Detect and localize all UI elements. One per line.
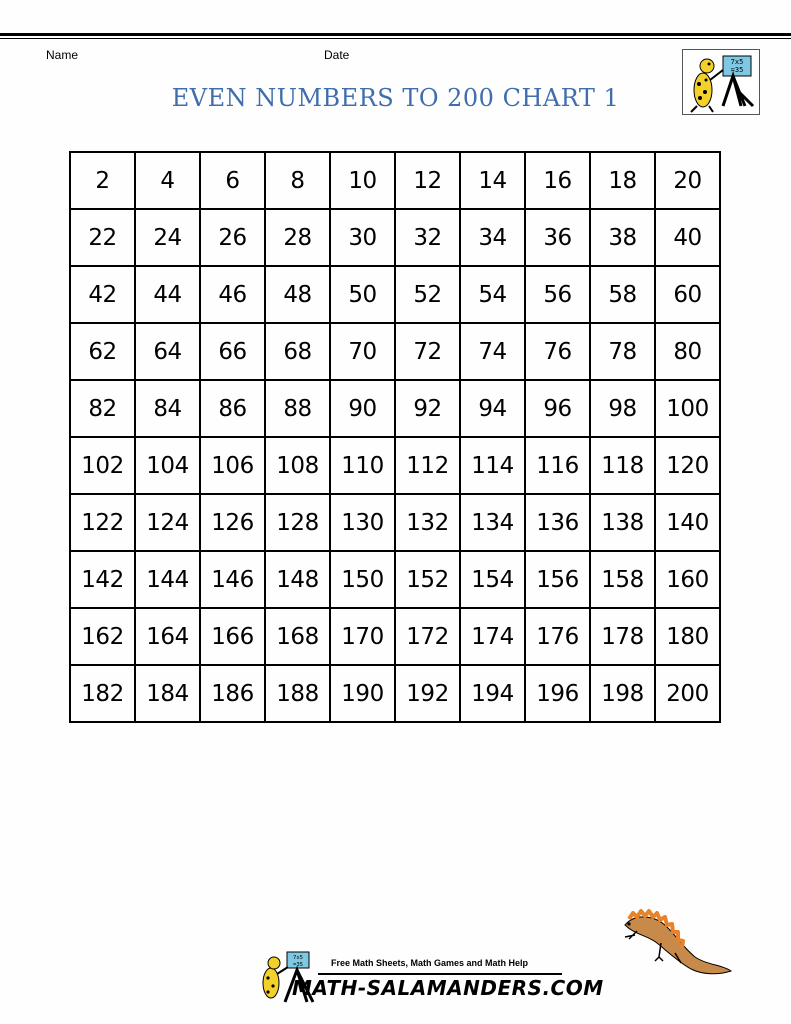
number-cell: 98 <box>590 380 655 437</box>
table-row <box>70 437 720 494</box>
number-cell: 42 <box>70 266 135 323</box>
number-cell: 34 <box>460 209 525 266</box>
number-cell: 68 <box>265 323 330 380</box>
number-cell: 24 <box>135 209 200 266</box>
footer-board-line-2: =35 <box>293 962 303 968</box>
number-cell: 20 <box>655 152 720 209</box>
number-cell: 2 <box>70 152 135 209</box>
number-cell: 124 <box>135 494 200 551</box>
top-rule <box>0 33 791 36</box>
number-cell: 90 <box>330 380 395 437</box>
number-cell: 32 <box>395 209 460 266</box>
logo-board-line-2: =35 <box>730 66 744 74</box>
number-cell: 26 <box>200 209 265 266</box>
number-cell: 172 <box>395 608 460 665</box>
number-cell: 10 <box>330 152 395 209</box>
logo <box>682 49 760 115</box>
number-cell: 150 <box>330 551 395 608</box>
number-cell: 200 <box>655 665 720 722</box>
number-cell: 122 <box>70 494 135 551</box>
number-cell: 48 <box>265 266 330 323</box>
number-cell: 50 <box>330 266 395 323</box>
number-cell: 84 <box>135 380 200 437</box>
top-rule-thin <box>0 38 791 39</box>
number-cell: 144 <box>135 551 200 608</box>
number-cell: 38 <box>590 209 655 266</box>
number-cell: 102 <box>70 437 135 494</box>
table-row <box>70 266 720 323</box>
number-cell: 104 <box>135 437 200 494</box>
footer-board-line-1: 7x5 <box>293 955 303 961</box>
table-row <box>70 152 720 209</box>
number-cell: 190 <box>330 665 395 722</box>
table-row <box>70 209 720 266</box>
table-row <box>70 380 720 437</box>
date-label: Date <box>324 48 350 62</box>
table-row <box>70 323 720 380</box>
number-cell: 166 <box>200 608 265 665</box>
number-cell: 120 <box>655 437 720 494</box>
number-cell: 12 <box>395 152 460 209</box>
number-cell: 58 <box>590 266 655 323</box>
number-cell: 78 <box>590 323 655 380</box>
table-row <box>70 551 720 608</box>
number-cell: 74 <box>460 323 525 380</box>
number-cell: 188 <box>265 665 330 722</box>
number-cell: 80 <box>655 323 720 380</box>
number-cell: 112 <box>395 437 460 494</box>
number-cell: 180 <box>655 608 720 665</box>
salamander-icon <box>615 905 735 980</box>
even-numbers-grid <box>69 151 721 723</box>
number-cell: 30 <box>330 209 395 266</box>
number-cell: 134 <box>460 494 525 551</box>
number-cell: 86 <box>200 380 265 437</box>
number-cell: 100 <box>655 380 720 437</box>
number-cell: 142 <box>70 551 135 608</box>
number-cell: 4 <box>135 152 200 209</box>
number-cell: 160 <box>655 551 720 608</box>
number-cell: 140 <box>655 494 720 551</box>
number-cell: 66 <box>200 323 265 380</box>
number-cell: 22 <box>70 209 135 266</box>
number-cell: 108 <box>265 437 330 494</box>
number-cell: 170 <box>330 608 395 665</box>
number-cell: 136 <box>525 494 590 551</box>
number-cell: 8 <box>265 152 330 209</box>
number-cell: 96 <box>525 380 590 437</box>
number-cell: 70 <box>330 323 395 380</box>
number-cell: 186 <box>200 665 265 722</box>
number-cell: 156 <box>525 551 590 608</box>
table-row <box>70 494 720 551</box>
number-cell: 52 <box>395 266 460 323</box>
number-cell: 158 <box>590 551 655 608</box>
number-cell: 82 <box>70 380 135 437</box>
number-cell: 76 <box>525 323 590 380</box>
number-cell: 44 <box>135 266 200 323</box>
table-row <box>70 608 720 665</box>
number-cell: 116 <box>525 437 590 494</box>
number-cell: 54 <box>460 266 525 323</box>
number-cell: 36 <box>525 209 590 266</box>
salamander-teacher-icon <box>683 50 759 114</box>
logo-board-line-1: 7x5 <box>730 58 744 66</box>
number-cell: 174 <box>460 608 525 665</box>
number-cell: 198 <box>590 665 655 722</box>
table-row <box>70 665 720 722</box>
number-cell: 106 <box>200 437 265 494</box>
number-cell: 92 <box>395 380 460 437</box>
number-cell: 130 <box>330 494 395 551</box>
number-cell: 148 <box>265 551 330 608</box>
number-cell: 28 <box>265 209 330 266</box>
number-cell: 16 <box>525 152 590 209</box>
number-cell: 64 <box>135 323 200 380</box>
number-cell: 62 <box>70 323 135 380</box>
number-cell: 40 <box>655 209 720 266</box>
footer-divider <box>318 973 562 975</box>
number-cell: 182 <box>70 665 135 722</box>
number-cell: 114 <box>460 437 525 494</box>
number-cell: 196 <box>525 665 590 722</box>
number-cell: 46 <box>200 266 265 323</box>
page-title: EVEN NUMBERS TO 200 CHART 1 <box>171 84 620 112</box>
number-cell: 168 <box>265 608 330 665</box>
number-cell: 56 <box>525 266 590 323</box>
footer-brand: MATH-SALAMANDERS.COM <box>292 976 604 1000</box>
number-cell: 152 <box>395 551 460 608</box>
number-cell: 60 <box>655 266 720 323</box>
number-cell: 138 <box>590 494 655 551</box>
footer-tagline: Free Math Sheets, Math Games and Math Help <box>331 958 529 968</box>
number-cell: 94 <box>460 380 525 437</box>
number-cell: 18 <box>590 152 655 209</box>
number-cell: 194 <box>460 665 525 722</box>
name-label: Name <box>46 48 79 62</box>
number-cell: 14 <box>460 152 525 209</box>
number-cell: 176 <box>525 608 590 665</box>
number-cell: 146 <box>200 551 265 608</box>
number-cell: 128 <box>265 494 330 551</box>
number-cell: 110 <box>330 437 395 494</box>
number-cell: 132 <box>395 494 460 551</box>
number-cell: 88 <box>265 380 330 437</box>
number-cell: 126 <box>200 494 265 551</box>
number-cell: 72 <box>395 323 460 380</box>
number-cell: 184 <box>135 665 200 722</box>
number-cell: 178 <box>590 608 655 665</box>
number-cell: 154 <box>460 551 525 608</box>
number-cell: 164 <box>135 608 200 665</box>
number-cell: 192 <box>395 665 460 722</box>
number-cell: 162 <box>70 608 135 665</box>
number-cell: 118 <box>590 437 655 494</box>
number-cell: 6 <box>200 152 265 209</box>
